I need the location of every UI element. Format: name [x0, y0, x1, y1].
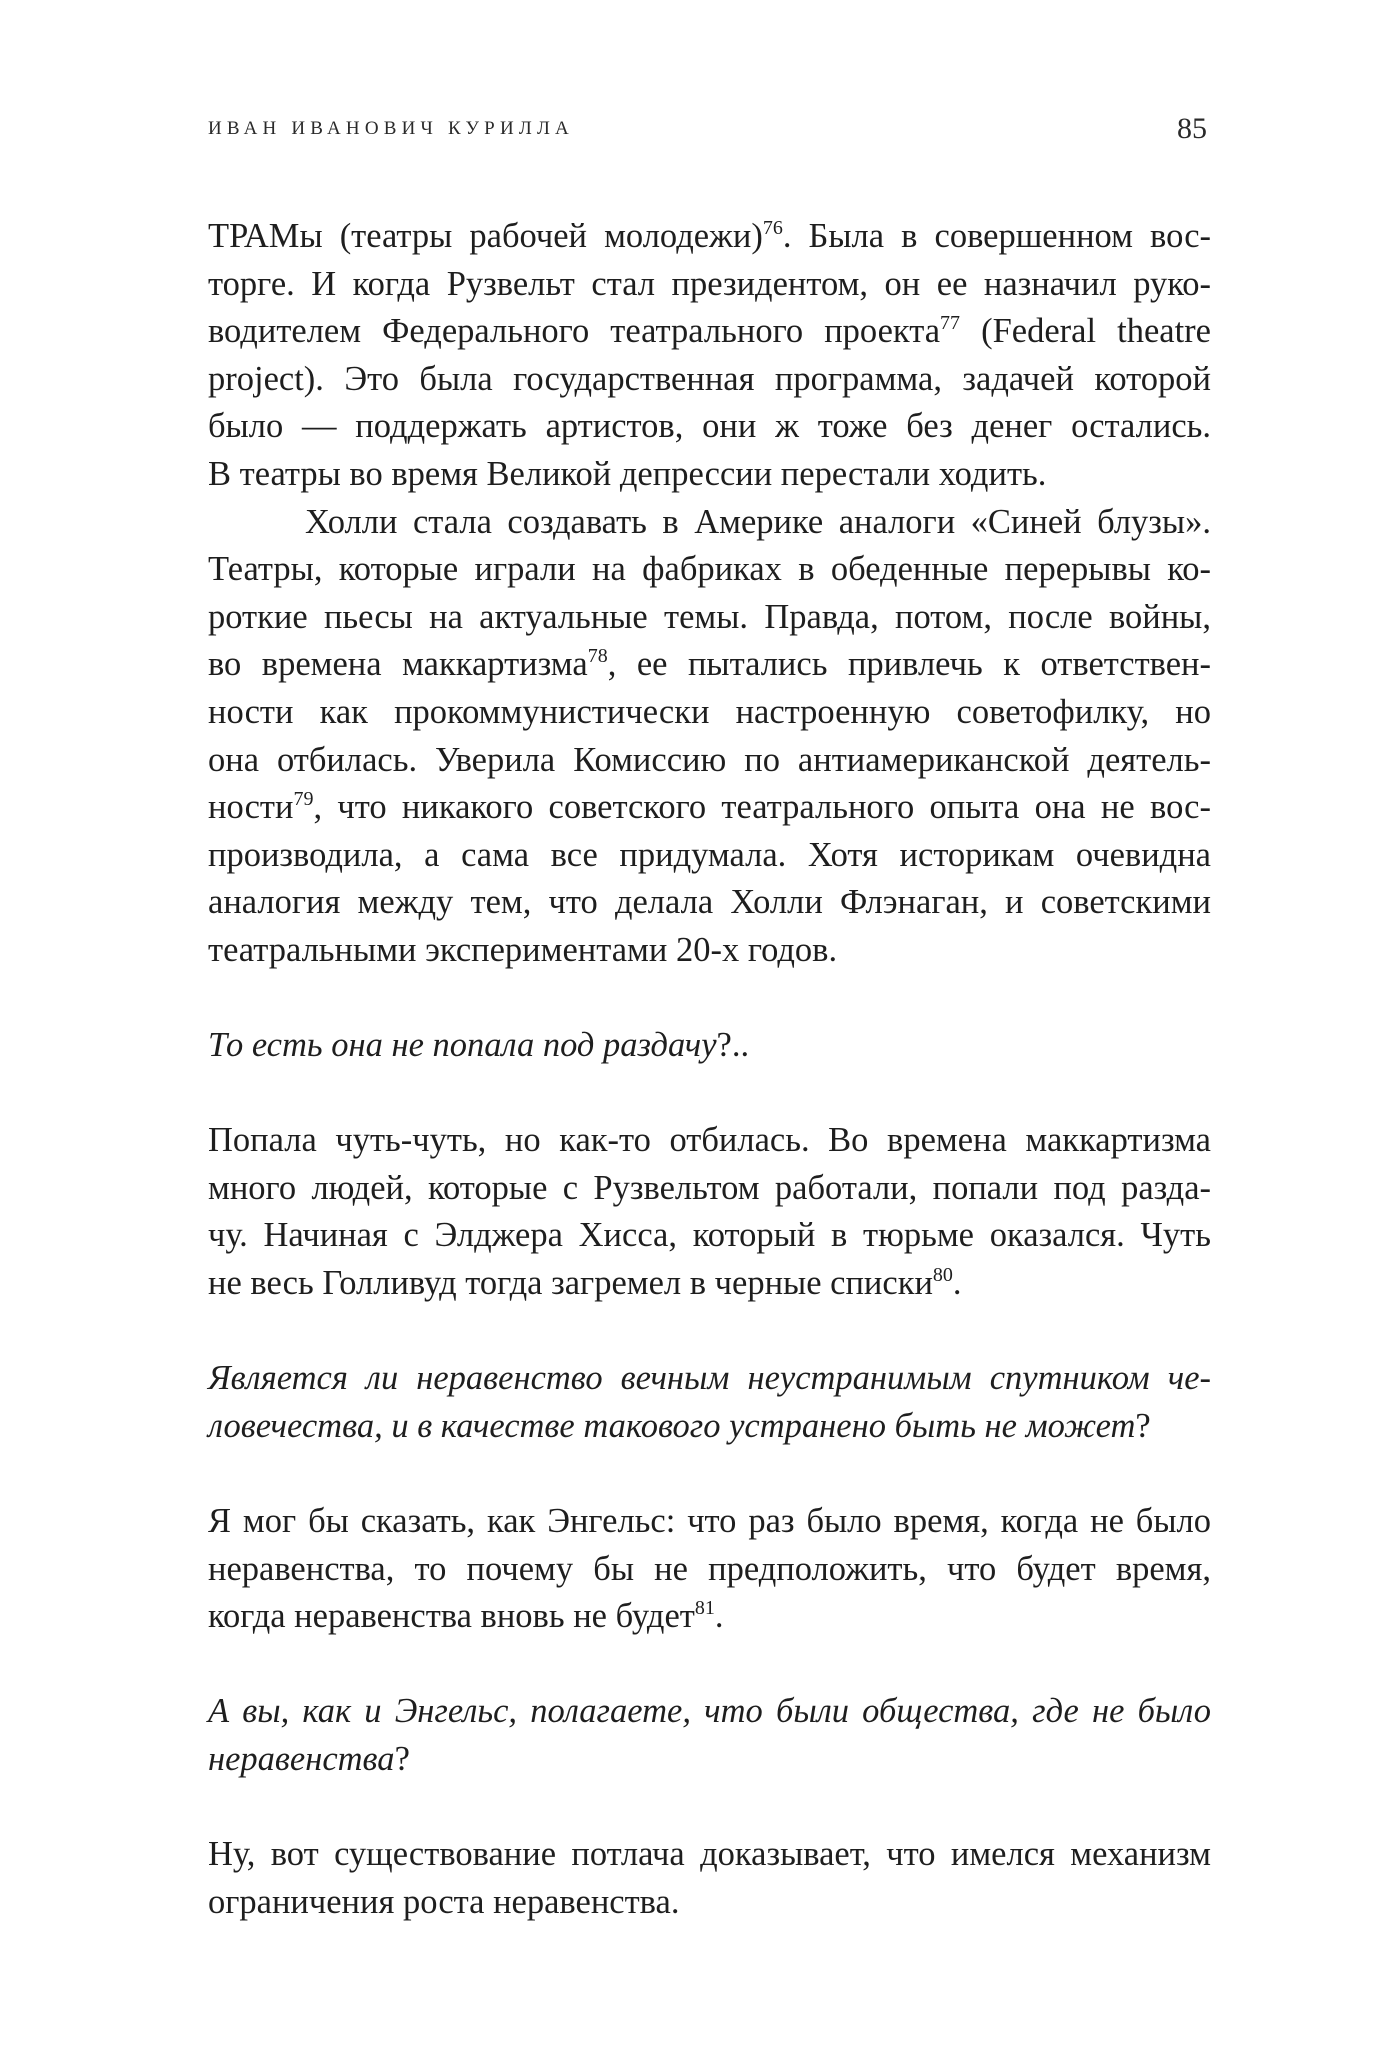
text-line: ограничения роста неравенства. [208, 1882, 680, 1921]
text-line: Ну, вот существование потлача доказывает, что имелся механизм [208, 1835, 1211, 1874]
footnote-ref-78[interactable]: 78 [587, 645, 608, 668]
text-line: водителем Федерального театрального проекта$^{77}$ (Federal theatre [208, 312, 1211, 351]
text-line: не весь Голливуд тогда загремел в черные списки$^{80}$. [208, 1264, 962, 1303]
text-line: много людей, которые с Рузвельтом работали, попали под разда- [208, 1168, 1211, 1207]
text-line: В театры во время Великой депрессии перестали ходить. [208, 454, 1047, 493]
text-line: А вы, как и Энгельс, полагаете, что были общества, где не было [208, 1692, 1211, 1731]
paragraph-gap [208, 1308, 1211, 1356]
text-line: ности$^{79}$, что никакого советского театрального опыта она не вос- [208, 788, 1211, 827]
text-line: Холли стала создавать в Америке аналоги «Синей блузы». [305, 502, 1211, 541]
page-number: 85 [1177, 112, 1207, 145]
footnote-ref-77[interactable]: 77 [940, 312, 961, 335]
paragraph-gap [208, 975, 1211, 1023]
paragraph-gap [208, 1450, 1211, 1498]
text-line: было — поддержать артистов, они ж тоже без денег остались. [208, 407, 1211, 446]
interview-answer [208, 1117, 1211, 1307]
text-line: Я мог бы сказать, как Энгельс: что раз было время, когда не было [208, 1502, 1211, 1541]
body-text [208, 213, 1211, 1926]
text-line: неравенства, то почему бы не предположить, что будет время, [208, 1549, 1211, 1588]
paragraph-trams [208, 213, 1211, 499]
text-line: ности как прокоммунистически настроенную советофилку, но [208, 692, 1211, 731]
paragraph-gap [208, 1784, 1211, 1832]
text-line: она отбилась. Уверила Комиссию по антиамериканской деятель- [208, 740, 1211, 779]
text-line: производила, а сама все придумала. Хотя историкам очевидна [208, 835, 1211, 874]
interview-question [208, 1355, 1211, 1450]
text-line: Является ли неравенство вечным неустранимым спутником че- [208, 1359, 1211, 1398]
footnote-ref-80[interactable]: 80 [932, 1264, 953, 1287]
text-line: То есть она не попала под раздачу?.. [208, 1026, 750, 1065]
interview-answer [208, 1498, 1211, 1641]
text-line: project). Это была государственная программа, задачей которой [208, 359, 1211, 398]
text-line: когда неравенства вновь не будет$^{81}$. [208, 1597, 724, 1636]
text-line: торге. И когда Рузвельт стал президентом, он ее назначил руко- [208, 264, 1211, 303]
text-line: роткие пьесы на актуальные темы. Правда, потом, после войны, [208, 597, 1211, 636]
footnote-ref-81[interactable]: 81 [694, 1597, 715, 1620]
interview-answer [208, 1831, 1211, 1926]
paragraph-holly [208, 499, 1211, 975]
paragraph-gap [208, 1070, 1211, 1118]
running-head: ИВАН ИВАНОВИЧ КУРИЛЛА [208, 118, 574, 139]
text-line: театральными экспериментами 20-х годов. [208, 930, 838, 969]
paragraph-gap [208, 1641, 1211, 1689]
text-line: аналогия между тем, что делала Холли Флэнаган, и советскими [208, 883, 1211, 922]
interview-question [208, 1022, 1211, 1070]
text-line: Театры, которые играли на фабриках в обеденные перерывы ко- [208, 550, 1211, 589]
text-line: ТРАМы (театры рабочей молодежи)$^{76}$. Была в совершенном вос- [208, 217, 1212, 255]
interview-question [208, 1688, 1211, 1783]
text-line: Попала чуть-чуть, но как-то отбилась. Во времена маккартизма [208, 1121, 1211, 1160]
text-line: во времена маккартизма$^{78}$, ее пытались привлечь к ответствен- [208, 645, 1211, 684]
text-line: чу. Начиная с Элджера Хисса, который в тюрьме оказался. Чуть [208, 1216, 1211, 1255]
text-line: неравенства? [208, 1740, 410, 1778]
footnote-ref-76[interactable]: 76 [762, 217, 783, 239]
footnote-ref-79[interactable]: 79 [293, 788, 314, 811]
text-line: ловечества, и в качестве такового устранено быть не может? [208, 1406, 1151, 1445]
